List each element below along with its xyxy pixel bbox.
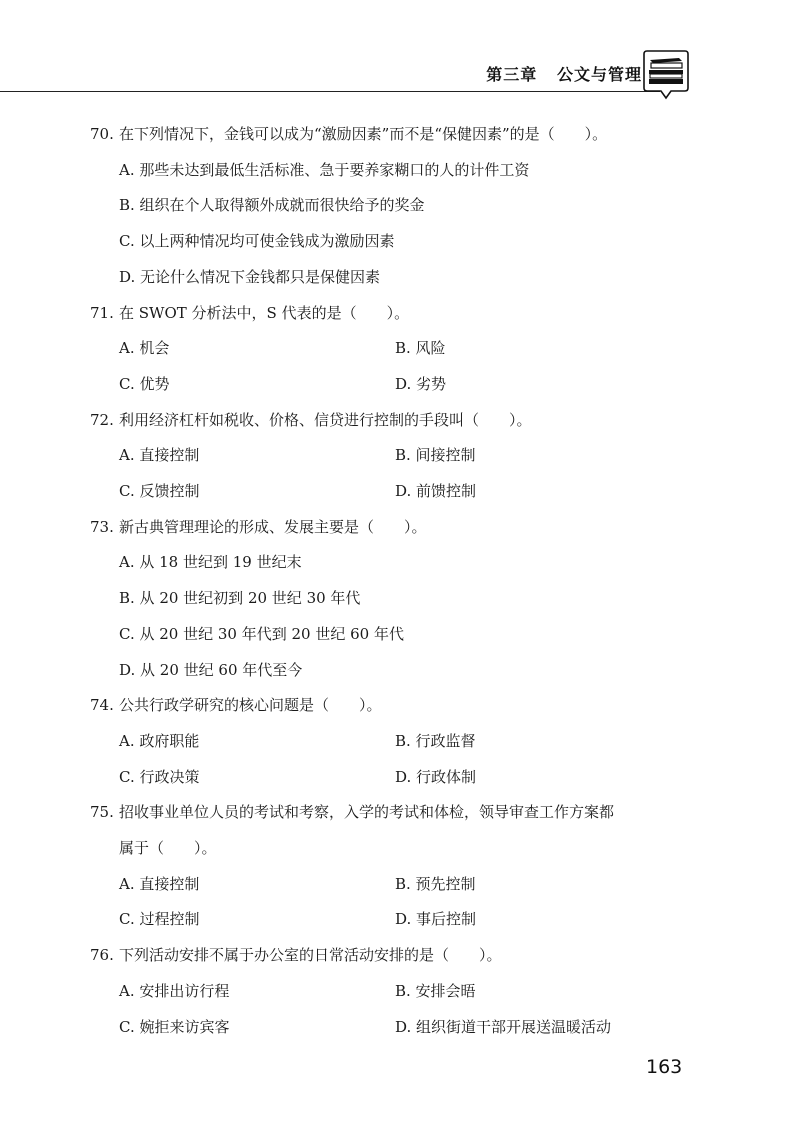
option-row (90, 367, 710, 403)
question-70 (90, 117, 710, 296)
question-76 (90, 938, 710, 1045)
option-b: B. 风险 (395, 339, 446, 358)
option-row (90, 188, 710, 224)
option-row (90, 617, 710, 653)
question-number: 71. (90, 303, 114, 322)
option-b: B. 行政监督 (395, 731, 476, 750)
option-row (90, 581, 710, 617)
option-a: A. 那些未达到最低生活标准、急于要养家糊口的人的计件工资 (119, 160, 530, 179)
question-text: 下列活动安排不属于办公室的日常活动安排的是（ ）。 (119, 946, 502, 965)
header-rule (0, 91, 660, 92)
chapter-number: 第三章 (486, 65, 538, 84)
option-c: C. 以上两种情况均可使金钱成为激励因素 (119, 232, 395, 251)
option-c: C. 从 20 世纪 30 年代到 20 世纪 60 年代 (119, 624, 404, 643)
option-row (90, 1010, 710, 1046)
option-row (90, 545, 710, 581)
question-number: 72. (90, 410, 114, 429)
option-c: C. 行政决策 (119, 767, 200, 786)
option-row (90, 902, 710, 938)
option-row (90, 260, 710, 296)
question-text: 招收事业单位人员的考试和考察，入学的考试和体检，领导审查工作方案都 (119, 803, 615, 822)
option-row (90, 867, 710, 903)
question-text: 新古典管理理论的形成、发展主要是（ ）。 (119, 517, 427, 536)
question-text-continued: 属于（ ）。 (119, 839, 217, 858)
question-74 (90, 688, 710, 795)
option-b: B. 从 20 世纪初到 20 世纪 30 年代 (119, 589, 361, 608)
question-73 (90, 510, 710, 689)
option-c: C. 过程控制 (119, 910, 200, 929)
option-d: D. 组织街道干部开展送温暖活动 (395, 1017, 612, 1036)
question-text: 在 SWOT 分析法中，S 代表的是（ ）。 (119, 303, 410, 322)
option-d: D. 事后控制 (395, 910, 477, 929)
option-row (90, 474, 710, 510)
option-b: B. 预先控制 (395, 874, 476, 893)
option-d: D. 行政体制 (395, 767, 477, 786)
option-d: D. 前馈控制 (395, 482, 477, 501)
books-icon (643, 48, 689, 100)
question-stem (90, 510, 710, 546)
option-row (90, 760, 710, 796)
question-stem (90, 938, 710, 974)
option-b: B. 安排会晤 (395, 981, 476, 1000)
option-row (90, 653, 710, 689)
option-a: A. 安排出访行程 (119, 981, 230, 1000)
option-d: D. 劣势 (395, 374, 447, 393)
question-stem (90, 795, 710, 831)
page-number: 163 (646, 1056, 683, 1078)
question-stem (90, 117, 710, 153)
option-row (90, 331, 710, 367)
option-d: D. 从 20 世纪 60 年代至今 (119, 660, 303, 679)
option-row (90, 153, 710, 189)
option-a: A. 直接控制 (119, 874, 200, 893)
question-72 (90, 403, 710, 510)
question-text: 在下列情况下，金钱可以成为“激励因素”而不是“保健因素”的是（ ）。 (119, 125, 608, 143)
question-number: 75. (90, 803, 114, 822)
option-row (90, 974, 710, 1010)
option-a: A. 直接控制 (119, 446, 200, 465)
question-stem (90, 296, 710, 332)
question-number: 74. (90, 696, 114, 715)
question-71 (90, 296, 710, 403)
question-stem (90, 688, 710, 724)
question-75 (90, 795, 710, 938)
option-row (90, 438, 710, 474)
option-a: A. 政府职能 (119, 731, 200, 750)
option-row (90, 224, 710, 260)
question-number: 76. (90, 946, 114, 965)
chapter-title (486, 62, 642, 85)
option-b: B. 间接控制 (395, 446, 476, 465)
option-row (90, 724, 710, 760)
option-b: B. 组织在个人取得额外成就而很快给予的奖金 (119, 196, 425, 215)
question-text: 公共行政学研究的核心问题是（ ）。 (119, 696, 382, 715)
page-header (0, 0, 800, 110)
chapter-name: 公文与管理 (556, 65, 642, 84)
question-list (90, 117, 710, 1045)
option-c: C. 反馈控制 (119, 482, 200, 501)
option-c: C. 婉拒来访宾客 (119, 1017, 230, 1036)
option-d: D. 无论什么情况下金钱都只是保健因素 (119, 267, 381, 286)
question-stem (90, 403, 710, 439)
option-a: A. 从 18 世纪到 19 世纪末 (119, 553, 302, 572)
option-c: C. 优势 (119, 374, 170, 393)
question-number: 70. (90, 125, 114, 143)
question-number: 73. (90, 517, 114, 536)
question-text: 利用经济杠杆如税收、价格、信贷进行控制的手段叫（ ）。 (119, 410, 532, 429)
option-a: A. 机会 (119, 339, 170, 358)
